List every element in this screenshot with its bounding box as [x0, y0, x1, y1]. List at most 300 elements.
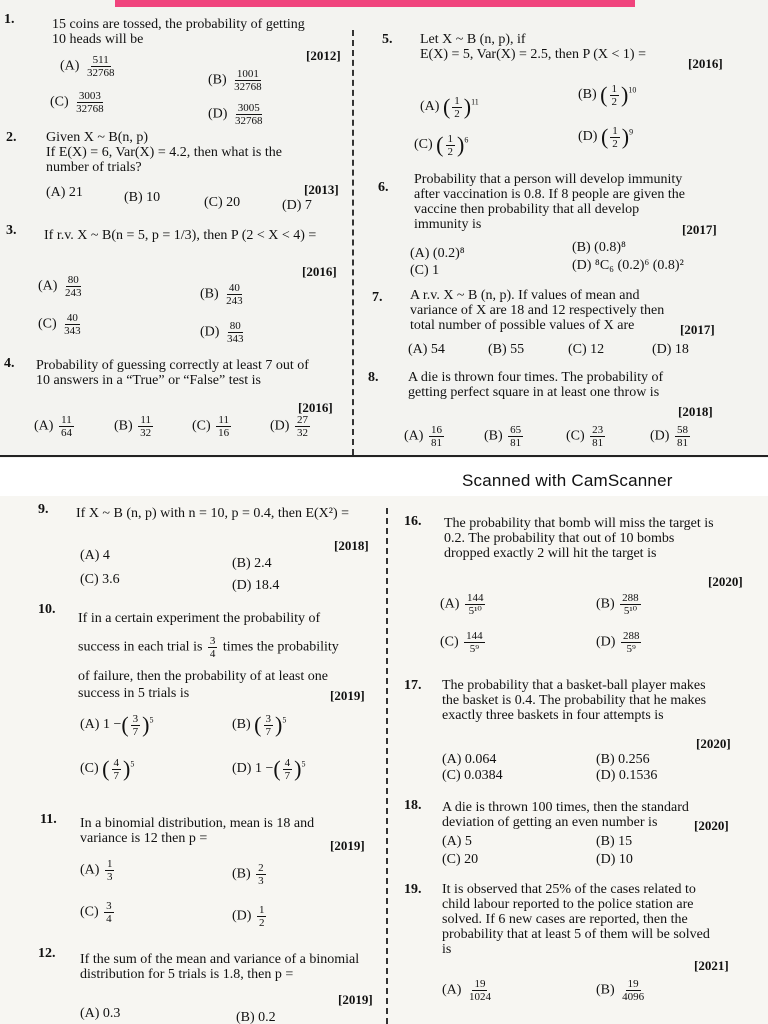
numerator: 1	[611, 82, 617, 95]
option-c: (C) 20	[442, 852, 479, 867]
left-paren: (	[436, 132, 444, 157]
exponent: 5	[282, 715, 287, 725]
question-number: 1.	[4, 12, 15, 27]
text-fragment: times the probability	[222, 639, 339, 655]
year-tag: [2016]	[298, 400, 333, 415]
option-a	[60, 54, 118, 79]
denominator: 2	[611, 95, 617, 108]
option-d	[270, 414, 312, 439]
option-letter: (C)	[80, 904, 99, 920]
numerator: 1	[447, 132, 453, 145]
option-b: (B) 0.2	[236, 1010, 276, 1024]
option-letter: (C)	[80, 761, 99, 777]
right-paren: )	[142, 712, 150, 737]
fraction	[232, 68, 264, 93]
question-line	[78, 635, 378, 660]
denominator: 32768	[234, 115, 263, 127]
option-a	[34, 414, 76, 439]
question-line: solved. If 6 new cases are reported, then the	[442, 912, 688, 927]
fraction	[446, 133, 456, 158]
fraction	[429, 424, 444, 449]
option-letter: (C)	[440, 634, 459, 650]
numerator: 3005	[237, 102, 260, 114]
fraction	[257, 904, 267, 929]
left-paren: (	[273, 756, 281, 781]
question-number: 2.	[6, 130, 17, 145]
option-letter: (C)	[192, 418, 211, 434]
denominator: 2	[258, 917, 265, 929]
option-letter: (C)	[414, 137, 433, 153]
question-number: 6.	[378, 180, 389, 195]
denominator: 81	[676, 437, 688, 449]
question-text	[52, 17, 352, 47]
denominator: 3	[106, 871, 113, 883]
denominator: 5⁹	[626, 643, 636, 655]
year-tag: [2019]	[330, 838, 365, 853]
question-text	[80, 952, 380, 982]
year-tag: [2020]	[708, 574, 743, 589]
question-line: is	[442, 942, 452, 957]
denominator: 32768	[234, 81, 262, 93]
denominator: 2	[447, 145, 453, 158]
question-text: If X ~ B (n, p) with n = 10, p = 0.4, then E(X²) =	[76, 506, 350, 521]
denominator: 64	[60, 427, 72, 439]
exponent: 5	[130, 759, 135, 769]
numerator: 58	[676, 424, 688, 436]
option-c: (C) 3.6	[80, 572, 120, 587]
denominator: 7	[132, 725, 139, 738]
denominator: 7	[113, 769, 119, 782]
numerator: 3	[106, 900, 112, 912]
question-line: 10 heads will be	[52, 32, 144, 47]
option-letter: (D)	[596, 634, 616, 650]
question-line: If E(X) = 6, Var(X) = 4.2, then what is the	[46, 145, 282, 160]
option-c: (C) 12	[568, 342, 605, 357]
numerator: 1	[106, 858, 113, 870]
numerator: 2	[258, 862, 264, 874]
fraction	[295, 414, 310, 439]
option-letter: (C)	[566, 428, 585, 444]
option-letter: (C)	[50, 94, 69, 110]
option-a	[80, 712, 154, 738]
fraction	[112, 757, 122, 782]
option-letter: (D)	[270, 418, 290, 434]
denominator: 81	[510, 437, 522, 449]
option-d: (D) 0.1536	[596, 768, 658, 783]
year-tag: [2020]	[696, 736, 731, 751]
option-letter: (D)	[232, 908, 252, 924]
numerator: 288	[622, 630, 640, 642]
fraction	[105, 858, 115, 883]
option-d: (D) 10	[596, 852, 633, 867]
exponent: 10	[628, 85, 637, 95]
fraction	[464, 630, 485, 655]
fraction	[225, 320, 246, 345]
denominator: 7	[265, 725, 271, 738]
question-number: 9.	[38, 502, 49, 517]
option-a: (A) 54	[408, 342, 445, 357]
question-line: total number of possible values of X are	[410, 318, 635, 333]
numerator: 11	[218, 414, 229, 426]
question-line: A die is thrown four times. The probability of	[408, 370, 664, 385]
denominator: 81	[592, 437, 604, 449]
denominator: 2	[454, 107, 460, 120]
question-line: dropped exactly 2 will hit the target is	[444, 546, 657, 561]
option-d: (D) 18	[652, 342, 689, 357]
option-c	[414, 132, 468, 158]
fraction	[63, 274, 84, 299]
option-a: (A) 5	[442, 834, 472, 849]
option-a: (A) 0.3	[80, 1006, 121, 1021]
denominator: 1024	[468, 991, 491, 1003]
question-line: In a binomial distribution, mean is 18 and	[80, 816, 315, 831]
exponent: 6	[464, 135, 469, 145]
numerator: 16	[430, 424, 442, 436]
year-tag: [2018]	[678, 404, 713, 419]
denominator: 32	[296, 427, 308, 439]
right-paren: )	[621, 82, 629, 107]
fraction	[62, 312, 83, 337]
right-paren: )	[275, 712, 283, 737]
question-number: 11.	[40, 812, 57, 827]
fraction	[675, 424, 690, 449]
denominator: 4	[106, 913, 112, 925]
option-a	[442, 978, 495, 1003]
option-c	[80, 756, 134, 782]
numerator: 3	[209, 635, 216, 647]
fraction	[283, 757, 293, 782]
year-tag: [2016]	[302, 264, 337, 279]
option-letter: (B)	[596, 982, 615, 998]
option-c: (C) 20	[204, 195, 241, 210]
option-letter: (B)	[484, 428, 503, 444]
option-letter: (A)	[60, 58, 80, 74]
right-paren: )	[457, 132, 465, 157]
question-number: 10.	[38, 602, 56, 617]
option-c	[50, 90, 108, 115]
fraction	[610, 83, 620, 108]
question-line: Probability that a person will develop immunity	[414, 172, 683, 187]
option-letter: (B)	[114, 418, 133, 434]
option-c: (C) 1	[410, 263, 440, 278]
prefix: 1 −	[254, 761, 274, 777]
numerator: 144	[466, 630, 483, 642]
year-tag: [2020]	[694, 818, 729, 833]
option-letter: (A)	[80, 862, 100, 878]
exponent: 5	[149, 715, 154, 725]
numerator: 80	[229, 320, 241, 332]
option-a	[38, 274, 85, 299]
question-number: 16.	[404, 514, 422, 529]
question-line: Probability of guessing correctly at least 7 out of	[36, 358, 309, 373]
header-band	[0, 0, 768, 18]
option-d: (D) 18.4	[232, 578, 280, 593]
fraction	[620, 592, 641, 617]
option-letter: (B)	[200, 286, 219, 302]
option-letter: (B)	[208, 72, 227, 88]
fraction	[508, 424, 523, 449]
right-paren: )	[123, 756, 131, 781]
option-d	[650, 424, 692, 449]
option-c: (C) 0.0384	[442, 768, 503, 783]
option-d	[578, 124, 633, 150]
numerator: 40	[228, 282, 240, 294]
numerator: 27	[296, 414, 308, 426]
denominator: 2	[612, 137, 618, 150]
option-a: (A) (0.2)⁸	[410, 246, 465, 261]
option-letter: (D)	[578, 129, 598, 145]
option-b	[114, 414, 155, 439]
option-letter: (C)	[38, 316, 57, 332]
question-text	[408, 370, 730, 400]
question-line: A die is thrown 100 times, then the standard	[442, 800, 689, 815]
question-line: probability that at least 5 of them will be solved	[442, 927, 710, 942]
fraction	[465, 592, 486, 617]
numerator: 3	[132, 712, 139, 725]
left-paren: (	[442, 94, 451, 119]
question-line: If the sum of the mean and variance of a binomial	[80, 952, 360, 967]
option-letter: (D)	[650, 428, 670, 444]
numerator: 4	[284, 756, 291, 769]
denominator: 243	[226, 295, 243, 307]
question-text	[36, 358, 348, 388]
fraction	[264, 713, 274, 738]
numerator: 19	[627, 978, 639, 990]
denominator: 32	[140, 427, 152, 439]
question-line: 15 coins are tossed, the probability of getting	[52, 17, 305, 32]
question-number: 5.	[382, 32, 393, 47]
fraction	[74, 90, 106, 115]
right-paren: )	[294, 756, 302, 781]
fraction	[138, 414, 153, 439]
option-b	[596, 978, 648, 1003]
option-a	[404, 424, 446, 449]
option-a	[420, 94, 479, 120]
fraction	[104, 900, 114, 925]
numerator: 23	[592, 424, 604, 436]
option-a	[440, 592, 487, 617]
question-number: 12.	[38, 946, 56, 961]
left-paren: (	[600, 82, 608, 107]
option-d: (D) ⁸C₆ (0.2)⁶ (0.8)²	[572, 258, 684, 273]
question-line: getting perfect square in at least one throw is	[408, 385, 660, 400]
numerator: 3	[265, 712, 271, 725]
option-b	[484, 424, 525, 449]
fraction	[233, 102, 265, 127]
exponent: 11	[471, 97, 479, 107]
question-number: 7.	[372, 290, 383, 305]
year-tag: [2016]	[688, 56, 723, 71]
denominator: 3	[258, 875, 264, 887]
column-divider-top	[352, 30, 354, 455]
option-b	[232, 712, 286, 738]
fraction	[256, 862, 266, 887]
numerator: 19	[474, 978, 486, 990]
question-line: immunity is	[414, 217, 482, 232]
page-separator	[0, 455, 768, 457]
right-paren: )	[463, 94, 472, 119]
option-letter: (A)	[38, 278, 58, 294]
option-letter: (A)	[404, 428, 424, 444]
option-b: (B) 10	[124, 190, 161, 205]
option-c	[80, 900, 116, 925]
question-line: The probability that bomb will miss the target is	[444, 516, 714, 531]
option-c	[566, 424, 607, 449]
question-line: variance is 12 then p =	[80, 831, 208, 846]
question-text	[444, 516, 738, 561]
option-c	[192, 414, 233, 439]
numerator: 40	[66, 312, 78, 324]
question-line: If in a certain experiment the probability of	[78, 611, 321, 626]
option-d	[232, 904, 268, 929]
option-letter: (A)	[440, 596, 460, 612]
option-letter: (B)	[578, 87, 597, 103]
question-text	[46, 130, 346, 175]
option-a: (A) 4	[80, 548, 110, 563]
denominator: 81	[430, 437, 442, 449]
exponent: 9	[629, 127, 634, 137]
question-line: Given X ~ B(n, p)	[46, 130, 149, 145]
denominator: 243	[64, 287, 82, 299]
numerator: 11	[61, 414, 72, 426]
option-letter: (D)	[200, 324, 220, 340]
question-number: 8.	[368, 370, 379, 385]
option-b: (B) (0.8)⁸	[572, 240, 626, 255]
option-a	[80, 858, 116, 883]
question-number: 18.	[404, 798, 422, 813]
question-line: variance of X are 18 and 12 respectively then	[410, 303, 665, 318]
numerator: 511	[92, 54, 109, 66]
question-number: 3.	[6, 223, 17, 238]
question-number: 19.	[404, 882, 422, 897]
question-number: 17.	[404, 678, 422, 693]
option-b	[208, 68, 266, 93]
denominator: 7	[284, 769, 291, 782]
left-paren: (	[600, 124, 609, 149]
option-b	[232, 862, 268, 887]
denominator: 5¹⁰	[623, 605, 638, 617]
option-d	[208, 102, 266, 127]
option-letter: (B)	[596, 596, 615, 612]
question-text	[442, 882, 740, 957]
option-b	[596, 592, 643, 617]
option-a: (A) 0.064	[442, 752, 497, 767]
numerator: 1	[258, 904, 265, 916]
option-letter: (A)	[420, 99, 440, 115]
fraction	[216, 414, 231, 439]
fraction	[590, 424, 605, 449]
fraction	[621, 630, 642, 655]
option-a: (A) 21	[46, 185, 83, 200]
option-c	[38, 312, 85, 337]
question-line: It is observed that 25% of the cases related to	[442, 882, 696, 897]
year-tag: [2017]	[682, 222, 717, 237]
year-tag: [2019]	[338, 992, 373, 1007]
fraction	[610, 125, 620, 150]
question-line: distribution for 5 trials is 1.8, then p =	[80, 967, 294, 982]
question-line: success in 5 trials is	[78, 686, 190, 701]
fraction	[131, 713, 141, 738]
option-c	[440, 630, 487, 655]
numerator: 1	[612, 124, 618, 137]
fraction	[59, 414, 74, 439]
question-line: 0.2. The probability that out of 10 bombs	[444, 531, 675, 546]
denominator: 5⁹	[469, 643, 480, 655]
option-letter: (A)	[34, 418, 54, 434]
numerator: 11	[140, 414, 151, 426]
option-letter: (B)	[232, 866, 251, 882]
year-tag: [2021]	[694, 958, 729, 973]
right-paren: )	[621, 124, 630, 149]
question-line: 10 answers in a “True” or “False” test is	[36, 373, 261, 388]
left-paren: (	[102, 756, 110, 781]
left-paren: (	[254, 712, 262, 737]
option-d: (D) 7	[282, 198, 312, 213]
header-accent-bar	[115, 0, 635, 7]
question-text	[420, 32, 720, 62]
option-d	[232, 756, 306, 782]
numerator: 3003	[78, 90, 101, 102]
question-line: E(X) = 5, Var(X) = 2.5, then P (X < 1) =	[420, 47, 646, 62]
fraction	[224, 282, 245, 307]
year-tag: [2012]	[306, 48, 341, 63]
option-letter: (B)	[232, 717, 251, 733]
numerator: 1001	[236, 68, 259, 80]
column-divider-bottom	[386, 508, 388, 1024]
fraction	[85, 54, 117, 79]
numerator: 144	[466, 592, 484, 604]
question-line: vaccine then probability that all develop	[414, 202, 640, 217]
denominator: 16	[218, 427, 230, 439]
option-letter: (A)	[442, 982, 462, 998]
question-line: of failure, then the probability of at least one	[78, 669, 328, 684]
year-tag: [2017]	[680, 322, 715, 337]
scanner-watermark: Scanned with CamScanner	[462, 471, 673, 490]
fraction	[467, 978, 493, 1003]
year-tag: [2019]	[330, 688, 365, 703]
option-d	[200, 320, 247, 345]
denominator: 343	[226, 333, 244, 345]
question-line: the basket is 0.4. The probability that he makes	[442, 693, 707, 708]
question-line: number of trials?	[46, 160, 142, 175]
numerator: 288	[622, 592, 639, 604]
numerator: 4	[113, 756, 119, 769]
left-paren: (	[121, 712, 129, 737]
numerator: 65	[510, 424, 522, 436]
option-b: (B) 55	[488, 342, 525, 357]
numerator: 80	[67, 274, 79, 286]
option-letter: (A)	[80, 717, 100, 733]
denominator: 5¹⁰	[468, 605, 482, 617]
denominator: 32768	[76, 103, 104, 115]
question-line: deviation of getting an even number is	[442, 815, 658, 830]
question-line: Let X ~ B (n, p), if	[420, 32, 526, 47]
numerator: 1	[454, 94, 460, 107]
prefix: 1 −	[102, 717, 122, 733]
year-tag: [2013]	[304, 182, 339, 197]
denominator: 4	[209, 648, 216, 660]
question-line: child labour reported to the police station are	[442, 897, 694, 912]
question-text	[442, 678, 740, 723]
option-b	[200, 282, 247, 307]
denominator: 4096	[622, 991, 645, 1003]
year-tag: [2018]	[334, 538, 369, 553]
denominator: 343	[64, 325, 81, 337]
option-b: (B) 15	[596, 834, 633, 849]
question-line: exactly three baskets in four attempts is	[442, 708, 664, 723]
fraction	[452, 95, 462, 120]
option-letter: (D)	[232, 761, 252, 777]
